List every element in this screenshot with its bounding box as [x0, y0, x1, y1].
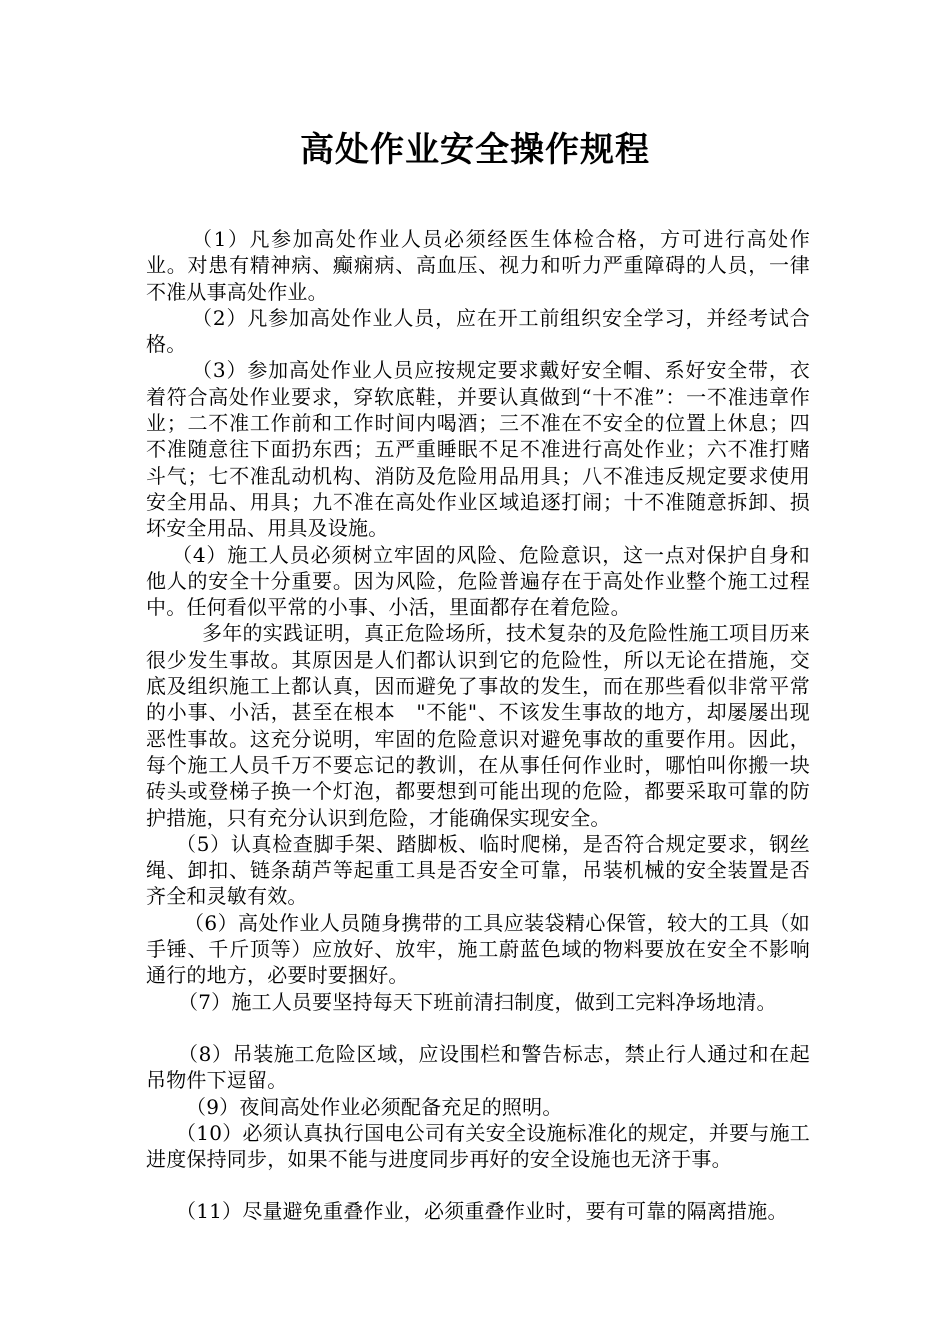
paragraph: 多年的实践证明，真正危险场所，技术复杂的及危险性施工项目历来很少发生事故。其原因是人们都认识到它的危险性，所以无论在措施，交底及组织施工上都认真，因而避免了事故的发生，而在那些看似非常平常的小事、小活，甚至在根本 "不能"、不该发生事故的地方，却屡屡出现恶性事故。这充分说明，牢固的危险意识对避免事故的重要作用。因此，每个施工人员千万不要忘记的教训，在从事任何作业时，哪怕叫你搬一块砖头或登梯子换一个灯泡，都要想到可能出现的危险，都要采取可靠的防护措施，只有充分认识到危险，才能确保实现安全。	[146, 621, 810, 830]
paragraph: （3）参加高处作业人员应按规定要求戴好安全帽、系好安全带，衣着符合高处作业要求，穿软底鞋，并要认真做到“十不准”：一不准违章作业；二不准工作前和工作时间内喝酒；三不准在不安全的位置上休息；四不准随意往下面扔东西；五严重睡眠不足不准进行高处作业；六不准打赌斗气；七不准乱动机构、消防及危险用品用具；八不准违反规定要求使用安全用品、用具；九不准在高处作业区域追逐打闹；十不准随意拆卸、损坏安全用品、用具及设施。	[146, 358, 810, 541]
document-title: 高处作业安全操作规程	[300, 130, 650, 170]
paragraph: （6）高处作业人员随身携带的工具应装袋精心保管，较大的工具（如手锤、千斤顶等）应放好、放牢，施工蔚蓝色域的物料要放在安全不影响通行的地方，必要时要捆好。	[146, 910, 810, 988]
paragraph: （10）必须认真执行国电公司有关安全设施标准化的规定，并要与施工进度保持同步，如果不能与进度同步再好的安全设施也无济于事。	[146, 1120, 810, 1172]
paragraph: （2）凡参加高处作业人员，应在开工前组织安全学习，并经考试合格。	[146, 305, 810, 357]
paragraph-spacer	[146, 1015, 810, 1041]
paragraph: （4）施工人员必须树立牢固的风险、危险意识，这一点对保护自身和他人的安全十分重要。因为风险，危险普遍存在于高处作业整个施工过程中。任何看似平常的小事、小活，里面都存在着危险。	[146, 542, 810, 620]
paragraph: （1）凡参加高处作业人员必须经医生体检合格，方可进行高处作业。对患有精神病、癫痫病、高血压、视力和听力严重障碍的人员，一律不准从事高处作业。	[146, 227, 810, 304]
paragraph: （9）夜间高处作业必须配备充足的照明。	[186, 1094, 563, 1119]
paragraph: （5）认真检查脚手架、踏脚板、临时爬梯，是否符合规定要求，钢丝绳、卸扣、链条葫芦等起重工具是否安全可靠，吊装机械的安全装置是否齐全和灵敏有效。	[146, 831, 810, 909]
paragraph: （7）施工人员要坚持每天下班前清扫制度，做到工完料净场地清。	[178, 989, 777, 1014]
paragraph: （11）尽量避免重叠作业，必须重叠作业时，要有可靠的隔离措施。	[176, 1199, 788, 1224]
paragraph: （8）吊装施工危险区域，应设围栏和警告标志，禁止行人通过和在起吊物件下逗留。	[146, 1041, 810, 1093]
paragraph-spacer	[146, 1172, 810, 1198]
document-body	[146, 226, 810, 1225]
